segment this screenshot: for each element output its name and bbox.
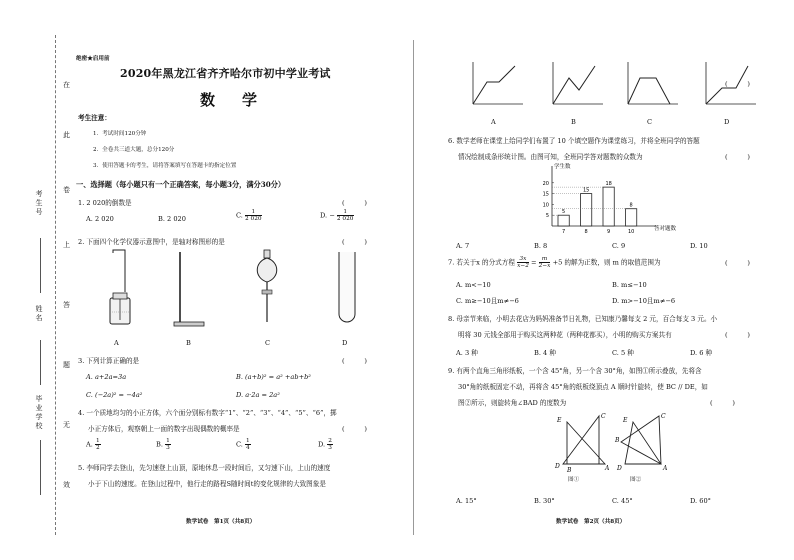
option-label: D xyxy=(342,339,348,347)
answer-paren: ( ) xyxy=(710,399,735,407)
option-b: B. 4 种 xyxy=(534,349,556,357)
x-tick-label: 7 xyxy=(562,229,566,235)
svg-text:B: B xyxy=(567,467,572,474)
option-b: B. $\frac{1}{3}$ xyxy=(156,438,170,451)
svg-text:C: C xyxy=(661,413,666,420)
seal-char: 效 xyxy=(63,481,70,489)
option-d: D. 10 xyxy=(690,242,708,250)
svg-text:E: E xyxy=(557,417,562,424)
figure-caption: 图① xyxy=(568,477,580,483)
x-axis-label: 答对题数 xyxy=(654,226,677,232)
y-tick-label: 5 xyxy=(545,213,549,220)
option-d: D. a·2a = 2a² xyxy=(236,391,280,399)
bar xyxy=(603,187,614,226)
option-a: A. 3 种 xyxy=(456,349,478,357)
notice-title: 考生注意： xyxy=(78,114,111,122)
triangle-figure-1 xyxy=(555,412,615,474)
bar-value-label: 8 xyxy=(629,202,633,209)
triangle-figure-2 xyxy=(615,412,675,474)
question-stem: 7. 若关于x 的分式方程 $\frac{3x}{x-2}$ = $\frac{m}{2-x}$ +5 的解为正数，则 m 的取值范围为 xyxy=(448,256,661,269)
option-a: A. 7 xyxy=(456,242,470,250)
option-label: D xyxy=(724,118,730,126)
svg-text:D: D xyxy=(617,465,622,472)
bar-value-label: 15 xyxy=(582,187,590,194)
diagram-test-tube xyxy=(333,250,363,330)
option-a: A. 2 020 xyxy=(86,215,114,223)
graph-b xyxy=(545,60,605,110)
seal-char: 无 xyxy=(63,421,70,429)
svg-text:C: C xyxy=(601,413,606,420)
svg-text:D: D xyxy=(555,463,560,470)
option-label: C xyxy=(647,118,653,126)
page-footer: 数学试卷 第2页（共8页） xyxy=(556,519,626,525)
question-stem: 小正方体后，观察朝上一面的数字出现偶数的概率是 xyxy=(88,425,240,433)
bar xyxy=(626,209,637,226)
seal-char: 此 xyxy=(63,131,70,139)
question-stem: 情况绘制成条形统计图。由图可知，全班同学答对题数的众数为 xyxy=(458,153,643,161)
answer-paren: ( ) xyxy=(725,331,750,339)
bar xyxy=(558,215,569,226)
binding-label-name: 姓名 xyxy=(35,305,43,323)
option-b: B. 2 020 xyxy=(158,215,186,223)
subject-title: 数 学 xyxy=(200,91,264,109)
binding-line xyxy=(55,35,56,535)
diagram-gas-bottle xyxy=(100,250,140,330)
x-tick-label: 10 xyxy=(627,229,635,235)
answer-paren: ( ) xyxy=(342,238,367,246)
y-tick-label: 10 xyxy=(542,202,549,209)
notice-item: 1．考试时间120分钟 xyxy=(93,131,147,137)
answer-paren: ( ) xyxy=(342,199,367,207)
binding-label-school: 毕业学校 xyxy=(35,395,43,431)
diagram-retort-stand xyxy=(170,250,210,330)
svg-text:E: E xyxy=(623,417,628,424)
option-c: C. 9 xyxy=(612,242,626,250)
option-c: C. 45° xyxy=(612,497,633,505)
y-tick-label: 20 xyxy=(542,180,549,187)
option-d: D. 60° xyxy=(690,497,711,505)
bar-value-label: 5 xyxy=(562,209,566,216)
seal-char: 题 xyxy=(63,361,70,369)
question-stem: 图②所示，则旋转角∠BAD 的度数为 xyxy=(458,399,567,407)
option-label: B xyxy=(186,339,191,347)
answer-paren: ( ) xyxy=(342,425,367,433)
option-d: D. $\frac{2}{3}$ xyxy=(318,438,332,451)
option-b: B. 8 xyxy=(534,242,548,250)
bar xyxy=(581,194,592,226)
diagram-separatory-funnel xyxy=(252,250,282,330)
x-tick-label: 8 xyxy=(584,229,588,235)
option-a: A. m<−10 xyxy=(456,281,491,289)
svg-text:A: A xyxy=(663,465,668,472)
section-heading: 一、选择题（每小题只有一个正确答案，每小题3分，满分30分） xyxy=(76,180,286,189)
figure-caption: 图② xyxy=(630,477,642,483)
option-d: D. − $\frac{1}{2 020}$ xyxy=(320,209,354,222)
bar-chart xyxy=(530,164,677,236)
option-b: B. m≤−10 xyxy=(612,281,647,289)
y-tick-label: 15 xyxy=(542,191,549,198)
answer-paren: ( ) xyxy=(725,259,750,267)
option-label: B xyxy=(571,118,576,126)
question-stem: 小于下山的速度。在登山过程中，他行走的路程S随时间t的变化规律的大致图象是 xyxy=(88,480,326,488)
option-a: A. $\frac{1}{2}$ xyxy=(86,438,100,451)
bar-value-label: 18 xyxy=(605,181,612,188)
question-stem: 1. 2 020的倒数是 xyxy=(78,199,132,207)
option-label: A xyxy=(114,339,119,347)
graph-d xyxy=(698,60,758,110)
notice-item: 3．使用答题卡的考生，请将答案填写在答题卡的指定位置 xyxy=(93,163,237,169)
option-c: C. $\frac{1}{2 020}$ xyxy=(236,209,262,222)
binding-label-id: 考生号 xyxy=(35,190,43,217)
notice-item: 2．全卷共三道大题，总分120分 xyxy=(93,147,175,153)
svg-text:B: B xyxy=(615,437,620,444)
page-footer: 数学试卷 第1页（共8页） xyxy=(186,519,256,525)
option-a: A. 15° xyxy=(456,497,477,505)
seal-char: 在 xyxy=(63,81,70,89)
option-d: D. 6 种 xyxy=(690,349,713,357)
svg-text:A: A xyxy=(605,465,610,472)
answer-paren: ( ) xyxy=(725,153,750,161)
option-d: D. m>−10且m≠−6 xyxy=(612,297,676,305)
seal-char: 卷 xyxy=(63,186,70,194)
seal-char: 答 xyxy=(63,301,70,309)
answer-paren: ( ) xyxy=(342,357,367,365)
option-b: B. 30° xyxy=(534,497,555,505)
option-b: B. (a+b)² = a² +ab+b² xyxy=(236,373,311,381)
question-stem: 2. 下面四个化学仪器示意图中，是轴对称图形的是 xyxy=(78,238,225,246)
secret-mark: 绝密★启用前 xyxy=(76,56,110,62)
option-c: C. m≥−10且m≠−6 xyxy=(456,297,519,305)
y-axis-label: 学生数 xyxy=(554,164,571,170)
option-label: A xyxy=(491,118,496,126)
question-stem: 8. 母亲节来临，小明去花店为妈妈准备节日礼物，已知康乃馨每支 2 元，百合每支 3 元。小 xyxy=(448,315,718,323)
page-divider xyxy=(413,40,414,535)
question-stem: 4. 一个质地均匀的小正方体，六个面分别标有数字“1”、“2”、“3”、“4”、“5”、“6”，掷 xyxy=(78,409,337,417)
x-tick-label: 9 xyxy=(607,229,611,235)
question-stem: 5. 李师同学去登山，先匀速登上山顶，原地休息一段时间后，又匀速下山，上山的速度 xyxy=(78,464,331,472)
question-stem: 明将 30 元钱全部用于购买这两种花（两种花都买），小明的购买方案共有 xyxy=(458,331,672,339)
question-stem: 6. 数学老师在课堂上给同学们布置了 10 个填空题作为课堂练习，并将全班同学的答题 xyxy=(448,137,700,145)
answer-paren: ( ) xyxy=(725,80,750,88)
option-c: C. $\frac{1}{4}$ xyxy=(236,438,250,451)
option-a: A. a+2a=3a xyxy=(86,373,127,381)
question-stem: 3. 下列计算正确的是 xyxy=(78,357,140,365)
option-c: C. 5 种 xyxy=(612,349,634,357)
graph-a xyxy=(465,60,525,110)
option-c: C. (−2a)² = −4a² xyxy=(86,391,143,399)
question-stem: 9. 有两个直角三角形纸板，一个含 45°角，另一个含 30°角，如图①所示叠放，先将含 xyxy=(448,367,702,375)
exam-title: 2020年黑龙江省齐齐哈尔市初中学业考试 xyxy=(120,67,331,80)
graph-c xyxy=(620,60,680,110)
question-stem: 30°角的纸板固定不动，再将含 45°角的纸板绕顶点 A 顺时针旋转，使 BC // DE，如 xyxy=(458,383,708,391)
seal-char: 上 xyxy=(63,241,70,249)
option-label: C xyxy=(265,339,271,347)
